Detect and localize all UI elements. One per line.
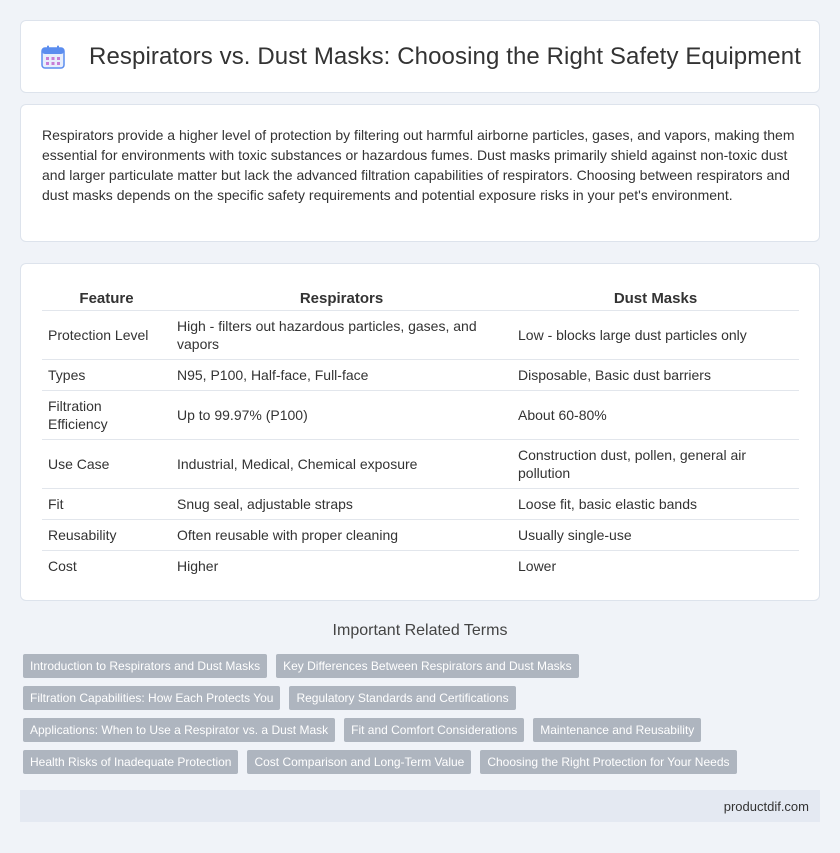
feature-cell: Types (42, 359, 171, 390)
table-row (42, 390, 799, 439)
related-term-tag[interactable]: Regulatory Standards and Certifications (289, 686, 515, 710)
feature-cell: Protection Level (42, 310, 171, 359)
respirator-cell: High - filters out hazardous particles, gases, and vapors (171, 310, 512, 359)
footer-site-link[interactable]: productdif.com (723, 798, 809, 814)
feature-cell: Use Case (42, 439, 171, 488)
respirator-cell: Snug seal, adjustable straps (171, 488, 512, 519)
feature-cell: Fit (42, 488, 171, 519)
related-term-tag[interactable]: Filtration Capabilities: How Each Protects You (23, 686, 280, 710)
table-row (42, 550, 799, 581)
related-term-tag[interactable]: Applications: When to Use a Respirator vs. a Dust Mask (23, 718, 335, 742)
dust-mask-cell: Low - blocks large dust particles only (512, 310, 799, 359)
respirator-cell: Industrial, Medical, Chemical exposure (171, 439, 512, 488)
related-term-tag[interactable]: Introduction to Respirators and Dust Masks (23, 654, 267, 678)
dust-mask-cell: Construction dust, pollen, general air pollution (512, 439, 799, 488)
header-respirators: Respirators (171, 284, 512, 310)
feature-cell: Filtration Efficiency (42, 390, 171, 439)
respirator-cell: Higher (177, 557, 219, 574)
dust-mask-cell: Lower (518, 557, 557, 574)
header-card (20, 20, 820, 93)
intro-text: Respirators provide a higher level of protection by filtering out harmful airborne particles, gases, and vapors, making them essential for environments with toxic substances or hazardous fumes. Dust masks primarily shield against non-toxic dust and larger particulate matter but lack the advanced filtration capabilities of respirators. Choosing between respirators and dust masks depends on the specific safety requirements and potential exposure risks in your pet's environment. (42, 127, 795, 203)
table-row (42, 488, 799, 519)
related-term-tag[interactable]: Cost Comparison and Long-Term Value (247, 750, 471, 774)
respirator-cell: Up to 99.97% (P100) (171, 390, 512, 439)
header-dust-masks: Dust Masks (512, 284, 799, 310)
related-terms-title: Important Related Terms (332, 622, 508, 639)
related-terms-list (23, 654, 823, 782)
dust-mask-cell: About 60-80% (512, 390, 799, 439)
footer (20, 790, 820, 822)
related-term-tag[interactable]: Maintenance and Reusability (533, 718, 701, 742)
respirator-cell: N95, P100, Half-face, Full-face (171, 359, 512, 390)
calendar-icon (39, 43, 67, 71)
respirator-cell: Often reusable with proper cleaning (171, 519, 512, 550)
related-term-tag[interactable]: Key Differences Between Respirators and Dust Masks (276, 654, 579, 678)
feature-cell: Cost (48, 557, 77, 574)
dust-mask-cell: Disposable, Basic dust barriers (512, 359, 799, 390)
dust-mask-cell: Loose fit, basic elastic bands (512, 488, 799, 519)
table-row (42, 310, 799, 359)
table-row (42, 519, 799, 550)
related-term-tag[interactable]: Health Risks of Inadequate Protection (23, 750, 238, 774)
feature-cell: Reusability (42, 519, 171, 550)
related-term-tag[interactable]: Choosing the Right Protection for Your Needs (480, 750, 736, 774)
header-feature: Feature (42, 284, 171, 310)
table-header-row (42, 284, 799, 310)
related-term-tag[interactable]: Fit and Comfort Considerations (344, 718, 524, 742)
table-row (42, 359, 799, 390)
table-row (42, 439, 799, 488)
intro-card (20, 104, 820, 242)
page-title: Respirators vs. Dust Masks: Choosing the Right Safety Equipment (89, 42, 801, 70)
dust-mask-cell: Usually single-use (512, 519, 799, 550)
comparison-table (42, 284, 799, 581)
comparison-card (20, 263, 820, 601)
